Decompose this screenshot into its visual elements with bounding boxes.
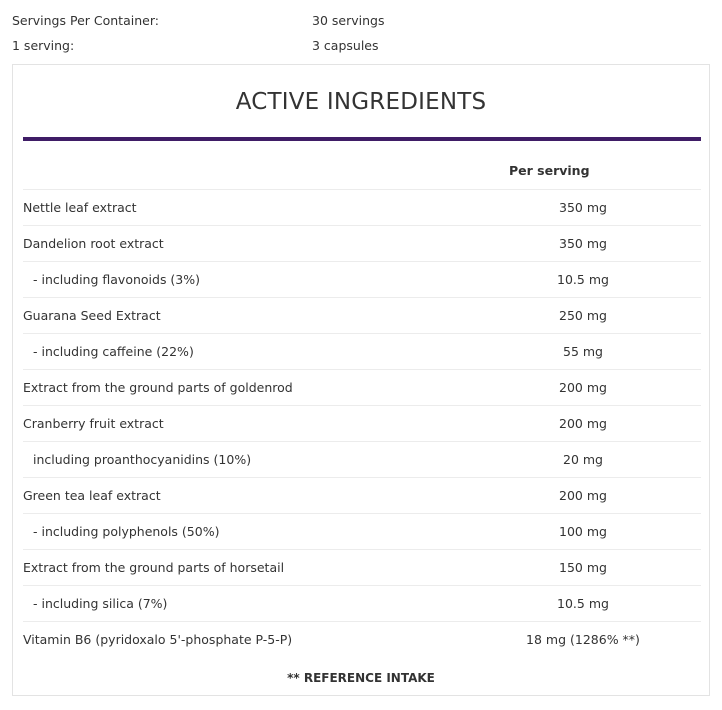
ingredient-row bbox=[23, 405, 701, 441]
ingredient-amount: 350 mg bbox=[559, 200, 607, 215]
ingredient-name: including proanthocyanidins (10%) bbox=[33, 452, 252, 467]
ingredient-amount: 200 mg bbox=[559, 488, 607, 503]
servings-per-container-value: 30 servings bbox=[312, 13, 385, 28]
ingredient-name: Guarana Seed Extract bbox=[23, 308, 161, 323]
ingredient-row bbox=[23, 189, 701, 225]
ingredient-row bbox=[23, 477, 701, 513]
ingredient-amount: 350 mg bbox=[559, 236, 607, 251]
serving-size-label: 1 serving: bbox=[12, 38, 75, 53]
ingredient-row bbox=[23, 585, 701, 621]
panel-title: ACTIVE INGREDIENTS bbox=[235, 89, 487, 115]
serving-size-value: 3 capsules bbox=[312, 38, 379, 53]
ingredient-row bbox=[23, 549, 701, 585]
ingredient-name: Vitamin B6 (pyridoxalo 5'-phosphate P-5-P) bbox=[23, 632, 293, 647]
ingredient-name: - including silica (7%) bbox=[33, 596, 168, 611]
serving-size-row bbox=[12, 36, 712, 56]
ingredient-rows bbox=[23, 189, 701, 657]
ingredient-row bbox=[23, 513, 701, 549]
ingredient-amount: 200 mg bbox=[559, 416, 607, 431]
ingredient-row bbox=[23, 333, 701, 369]
per-serving-header: Per serving bbox=[509, 163, 590, 178]
ingredient-amount: 250 mg bbox=[559, 308, 607, 323]
ingredient-name: - including polyphenols (50%) bbox=[33, 524, 220, 539]
ingredient-name: Green tea leaf extract bbox=[23, 488, 161, 503]
ingredient-name: Dandelion root extract bbox=[23, 236, 164, 251]
table-header bbox=[23, 141, 701, 189]
ingredient-amount: 55 mg bbox=[563, 344, 603, 359]
ingredient-row bbox=[23, 297, 701, 333]
ingredient-amount: 10.5 mg bbox=[557, 272, 609, 287]
ingredient-name: - including caffeine (22%) bbox=[33, 344, 194, 359]
ingredient-amount: 100 mg bbox=[559, 524, 607, 539]
active-ingredients-panel bbox=[12, 64, 710, 696]
ingredient-amount: 10.5 mg bbox=[557, 596, 609, 611]
ingredient-amount: 200 mg bbox=[559, 380, 607, 395]
servings-per-container-label: Servings Per Container: bbox=[12, 13, 159, 28]
ingredient-name: Nettle leaf extract bbox=[23, 200, 137, 215]
ingredient-row bbox=[23, 441, 701, 477]
ingredient-row bbox=[23, 261, 701, 297]
ingredient-amount: 150 mg bbox=[559, 560, 607, 575]
servings-per-container-row bbox=[12, 11, 712, 31]
ingredient-name: Extract from the ground parts of horsetail bbox=[23, 560, 285, 575]
ingredient-row bbox=[23, 621, 701, 657]
ingredient-name: Extract from the ground parts of goldenrod bbox=[23, 380, 293, 395]
ingredient-row bbox=[23, 225, 701, 261]
ingredient-amount: 18 mg (1286% **) bbox=[526, 632, 640, 647]
reference-intake-footnote: ** REFERENCE INTAKE bbox=[287, 671, 435, 685]
ingredient-amount: 20 mg bbox=[563, 452, 603, 467]
ingredient-name: Cranberry fruit extract bbox=[23, 416, 164, 431]
ingredients-table bbox=[23, 141, 701, 657]
ingredient-row bbox=[23, 369, 701, 405]
ingredient-name: - including flavonoids (3%) bbox=[33, 272, 201, 287]
